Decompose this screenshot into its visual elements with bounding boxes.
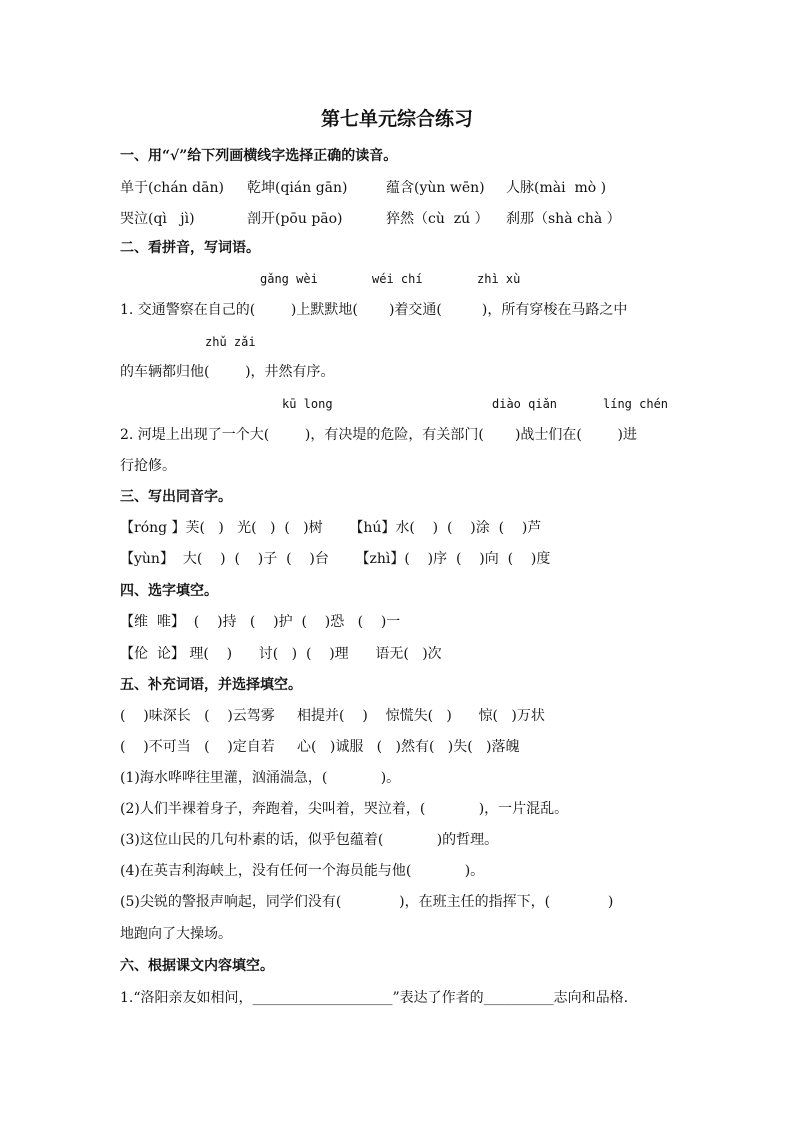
- idiom-row: ( )味深长 ( )云驾雾 相提并( ) 惊慌失( ) 惊( )万状: [120, 708, 545, 724]
- section-4-heading: 四、选字填空。: [120, 583, 218, 599]
- question-line: 行抢修。: [120, 458, 176, 474]
- fill-question: (4)在英吉利海峡上，没有任何一个海员能与他( )。: [120, 863, 485, 879]
- question-line: 1. 交通警察在自己的( )上默默地( )着交通( )，所有穿梭在马路之中: [120, 302, 628, 318]
- pinyin-label: líng chén: [603, 397, 669, 411]
- pinyin-label: diào qiǎn: [492, 397, 558, 411]
- section-5-heading: 五、补充词语，并选择填空。: [120, 677, 302, 693]
- choose-char-row: 【伦 论】 理( ) 讨( ) ( )理 语无( )次: [120, 646, 442, 662]
- page-title: 第七单元综合练习: [320, 108, 473, 130]
- s1-item: 单于(chán dān): [120, 180, 224, 196]
- homophone-row: 【róng 】芙( ) 光( ) ( )树 【hú】水( ) ( )涂 ( )芦: [120, 520, 542, 536]
- section-3-heading: 三、写出同音字。: [120, 489, 232, 505]
- pinyin-label: zhǔ zǎi: [205, 335, 256, 349]
- question-line: 2. 河堤上出现了一个大( )，有决堤的危险，有关部门( )战士们在( )进: [120, 427, 637, 443]
- s1-item: 猝然（cù zú ）: [386, 211, 489, 227]
- section-6-heading: 六、根据课文内容填空。: [120, 958, 274, 974]
- s1-item: 人脉(mài mò ): [506, 180, 607, 196]
- pinyin-label: kū long: [282, 397, 333, 411]
- choose-char-row: 【维 唯】 ( )持 ( )护 ( )恐 ( )一: [120, 614, 401, 630]
- idiom-row: ( )不可当 ( )定自若 心( )诚服 ( )然有( )失( )落魄: [120, 739, 520, 755]
- fill-question: (1)海水哗哗往里灌，汹涌湍急，( )。: [120, 770, 401, 786]
- question-line: 的车辆都归他( )，井然有序。: [120, 364, 335, 380]
- pinyin-label: zhì xù: [477, 272, 521, 286]
- section-1-heading: 一、用“√”给下列画横线字选择正确的读音。: [120, 148, 398, 164]
- s1-item: 剖开(pōu pāo): [247, 211, 343, 227]
- fill-question: (2)人们半裸着身子，奔跑着，尖叫着，哭泣着，( )，一片混乱。: [120, 801, 569, 817]
- fill-question: (5)尖锐的警报声响起，同学们没有( )，在班主任的指挥下，( ): [120, 894, 614, 910]
- pinyin-label: wéi chí: [372, 272, 423, 286]
- s1-item: 刹那（shà chà ）: [506, 211, 621, 227]
- fill-question: (3)这位山民的几句朴素的话，似乎包蕴着( )的哲理。: [120, 832, 499, 848]
- homophone-row: 【yùn】 大( ) ( )子 ( )台 【zhì】( )序 ( )向 ( )度: [120, 551, 551, 567]
- s1-item: 哭泣(qì jì): [120, 211, 195, 227]
- section-2-heading: 二、看拼音，写词语。: [120, 240, 260, 256]
- s1-item: 乾坤(qián gān): [247, 180, 348, 196]
- s1-item: 蕴含(yùn wēn): [386, 180, 485, 196]
- fill-question: 1.“洛阳亲友如相问，____________________”表达了作者的__________志向和品格.: [120, 990, 629, 1006]
- fill-question: 地跑向了大操场。: [120, 926, 232, 942]
- pinyin-label: gǎng wèi: [260, 272, 318, 286]
